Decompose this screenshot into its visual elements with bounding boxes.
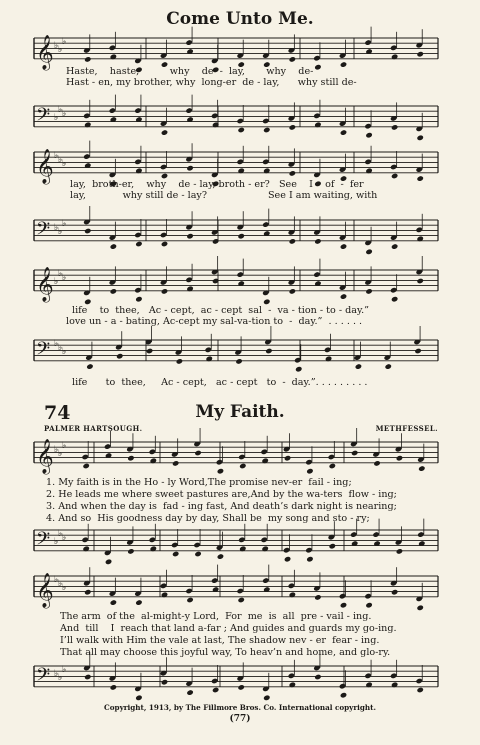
note-head bbox=[396, 455, 403, 461]
note-head bbox=[339, 683, 346, 689]
note-head bbox=[194, 551, 201, 557]
refrain-line: I’ll walk with Him the vale at last, The shadow nev - er fear - ing. bbox=[60, 635, 380, 646]
note-head bbox=[418, 465, 425, 471]
note-head bbox=[417, 687, 424, 693]
note-head bbox=[160, 164, 167, 170]
note-head bbox=[161, 129, 168, 135]
flat-icon: ♭ bbox=[58, 673, 63, 683]
note-head bbox=[82, 463, 89, 469]
note-head bbox=[134, 232, 141, 238]
note-head bbox=[127, 548, 134, 554]
lyric-line: love un - a - bating, Ac-cept my sal-va-tion to - day.” . . . . . . bbox=[66, 316, 363, 327]
flat-icon: ♭ bbox=[54, 223, 59, 233]
flat-icon: ♭ bbox=[54, 537, 59, 547]
treble-clef-icon: 𝄞 bbox=[36, 438, 54, 474]
author-credit: PALMER HARTSOUGH. bbox=[44, 424, 143, 433]
flat-icon: ♭ bbox=[54, 339, 59, 349]
note-head bbox=[217, 468, 224, 474]
note-head bbox=[84, 674, 91, 680]
note-head bbox=[84, 228, 91, 234]
lyric-line: Haste, haste, why de - lay, why de- bbox=[66, 66, 314, 77]
note-head bbox=[416, 227, 423, 233]
note-head bbox=[417, 531, 424, 537]
note-head bbox=[365, 288, 372, 294]
note-head bbox=[135, 695, 142, 701]
note-head bbox=[238, 454, 245, 460]
note-head bbox=[313, 113, 320, 119]
note-head bbox=[265, 348, 272, 354]
flat-icon: ♭ bbox=[62, 347, 67, 357]
note-head bbox=[284, 556, 291, 562]
note-head bbox=[417, 278, 424, 284]
flat-icon: ♭ bbox=[54, 113, 59, 123]
note-head bbox=[186, 597, 193, 603]
note-head bbox=[339, 593, 346, 599]
note-head bbox=[373, 460, 380, 466]
note-head bbox=[185, 39, 192, 45]
flat-icon: ♭ bbox=[58, 449, 63, 459]
composer-credit: METHFESSEL. bbox=[375, 424, 438, 433]
note-head bbox=[262, 221, 269, 227]
bass-clef-icon: 𝄢 bbox=[36, 664, 51, 690]
note-head bbox=[262, 118, 269, 124]
note-head bbox=[110, 243, 117, 249]
flat-icon: ♭ bbox=[58, 45, 63, 55]
note-head bbox=[161, 679, 168, 685]
note-head bbox=[313, 55, 320, 61]
note-head bbox=[390, 45, 397, 51]
flat-icon: ♭ bbox=[58, 105, 63, 115]
note-head bbox=[289, 288, 296, 294]
bass-clef-icon: 𝄢 bbox=[36, 528, 51, 554]
note-head bbox=[172, 460, 179, 466]
note-head bbox=[288, 583, 295, 589]
note-head bbox=[185, 107, 192, 113]
note-head bbox=[365, 602, 372, 608]
note-head bbox=[306, 556, 313, 562]
note-head bbox=[237, 118, 244, 124]
refrain-line: The arm of the al-might-y Lord, For me is all pre - vail - ing. bbox=[60, 611, 372, 622]
note-head bbox=[391, 243, 398, 249]
note-head bbox=[84, 56, 91, 62]
note-head bbox=[396, 548, 403, 554]
note-head bbox=[149, 449, 156, 455]
note-head bbox=[186, 689, 193, 695]
note-head bbox=[295, 366, 302, 372]
note-head bbox=[134, 107, 141, 113]
note-head bbox=[340, 602, 347, 608]
note-head bbox=[260, 449, 267, 455]
note-head bbox=[372, 531, 379, 537]
note-head bbox=[417, 51, 424, 57]
note-head bbox=[238, 537, 245, 543]
note-head bbox=[193, 542, 200, 548]
note-head bbox=[262, 159, 269, 165]
note-head bbox=[306, 468, 313, 474]
note-head bbox=[417, 135, 424, 141]
note-head bbox=[211, 678, 218, 684]
note-head bbox=[340, 61, 347, 67]
note-head bbox=[211, 113, 218, 119]
bass-clef-icon: 𝄢 bbox=[36, 104, 51, 130]
note-head bbox=[160, 583, 167, 589]
note-head bbox=[84, 589, 91, 595]
flat-icon: ♭ bbox=[62, 109, 67, 119]
note-head bbox=[161, 241, 168, 247]
note-head bbox=[314, 674, 321, 680]
note-head bbox=[313, 271, 320, 277]
note-head bbox=[81, 537, 88, 543]
note-head bbox=[289, 238, 296, 244]
note-head bbox=[86, 363, 93, 369]
note-head bbox=[390, 287, 397, 293]
note-head bbox=[390, 164, 397, 170]
note-head bbox=[110, 684, 117, 690]
note-head bbox=[417, 175, 424, 181]
note-head bbox=[328, 454, 335, 460]
bass-clef-icon: 𝄢 bbox=[36, 338, 51, 364]
note-head bbox=[416, 678, 423, 684]
flat-icon: ♭ bbox=[62, 533, 67, 543]
note-head bbox=[109, 45, 116, 51]
note-head bbox=[238, 127, 245, 133]
note-head bbox=[284, 455, 291, 461]
note-head bbox=[289, 56, 296, 62]
note-head bbox=[186, 233, 193, 239]
note-head bbox=[217, 553, 224, 559]
flat-icon: ♭ bbox=[62, 273, 67, 283]
note-head bbox=[110, 288, 117, 294]
note-head bbox=[365, 249, 372, 255]
note-head bbox=[340, 692, 347, 698]
note-head bbox=[149, 537, 156, 543]
note-head bbox=[385, 363, 392, 369]
flat-icon: ♭ bbox=[62, 219, 67, 229]
note-head bbox=[289, 124, 296, 130]
flat-icon: ♭ bbox=[58, 269, 63, 279]
note-head bbox=[135, 241, 142, 247]
note-head bbox=[283, 547, 290, 553]
flat-icon: ♭ bbox=[58, 343, 63, 353]
note-head bbox=[238, 684, 245, 690]
note-head bbox=[216, 459, 223, 465]
note-head bbox=[314, 594, 321, 600]
flat-icon: ♭ bbox=[62, 37, 67, 47]
note-head bbox=[351, 450, 358, 456]
note-head bbox=[364, 159, 371, 165]
note-head bbox=[314, 64, 321, 70]
lyric-line: life to thee, Ac - cept, ac - cept to - day.”. . . . . . . . . bbox=[72, 377, 368, 388]
note-head bbox=[263, 127, 270, 133]
treble-clef-icon: 𝄞 bbox=[36, 572, 54, 608]
note-head bbox=[340, 243, 347, 249]
note-head bbox=[237, 271, 244, 277]
note-head bbox=[110, 599, 117, 605]
note-head bbox=[186, 165, 193, 171]
note-head bbox=[364, 673, 371, 679]
lyric-line: life to thee, Ac - cept, ac - cept sal - va - tion - to - day.” bbox=[72, 305, 370, 316]
refrain-line: And till I reach that land a-far ; And guides and guards my go-ing. bbox=[60, 623, 397, 634]
note-head bbox=[146, 348, 153, 354]
refrain-line: That all may choose this joyful way, To heav’n and home, and glo-ry. bbox=[60, 647, 391, 658]
note-head bbox=[211, 577, 218, 583]
note-head bbox=[329, 543, 336, 549]
verse-line: 2. He leads me where sweet pastures are,And by the wa-ters flow - ing; bbox=[46, 489, 397, 500]
note-head bbox=[417, 605, 424, 611]
note-head bbox=[364, 123, 371, 129]
note-head bbox=[205, 347, 212, 353]
note-head bbox=[364, 39, 371, 45]
note-head bbox=[212, 687, 219, 693]
note-head bbox=[365, 132, 372, 138]
copyright-notice: Copyright, 1913, by The Fillmore Bros. Co. International copyright. bbox=[104, 703, 376, 712]
note-head bbox=[83, 153, 90, 159]
note-head bbox=[104, 443, 111, 449]
page-number: (77) bbox=[229, 714, 251, 724]
note-head bbox=[340, 129, 347, 135]
note-head bbox=[135, 599, 142, 605]
verse-line: 3. And when the day is fad - ing fast, And death’s dark night is nearing; bbox=[46, 501, 397, 512]
flat-icon: ♭ bbox=[58, 529, 63, 539]
verse-line: 1. My faith is in the Ho - ly Word,The promise nev-er fail - ing; bbox=[46, 477, 352, 488]
note-head bbox=[391, 296, 398, 302]
note-head bbox=[116, 353, 123, 359]
note-head bbox=[314, 238, 321, 244]
note-head bbox=[81, 454, 88, 460]
flat-icon: ♭ bbox=[58, 227, 63, 237]
note-head bbox=[237, 159, 244, 165]
note-head bbox=[176, 358, 183, 364]
flat-icon: ♭ bbox=[58, 579, 63, 589]
note-head bbox=[262, 577, 269, 583]
note-head bbox=[329, 463, 336, 469]
note-head bbox=[350, 531, 357, 537]
flat-icon: ♭ bbox=[54, 151, 59, 161]
note-head bbox=[260, 537, 267, 543]
flat-icon: ♭ bbox=[58, 155, 63, 165]
note-head bbox=[288, 673, 295, 679]
flat-icon: ♭ bbox=[62, 441, 67, 451]
note-head bbox=[161, 288, 168, 294]
note-head bbox=[340, 293, 347, 299]
note-head bbox=[263, 695, 270, 701]
flat-icon: ♭ bbox=[62, 665, 67, 675]
note-head bbox=[109, 107, 116, 113]
note-head bbox=[305, 547, 312, 553]
note-head bbox=[391, 589, 398, 595]
note-head bbox=[237, 588, 244, 594]
note-head bbox=[239, 463, 246, 469]
flat-icon: ♭ bbox=[54, 575, 59, 585]
flat-icon: ♭ bbox=[54, 445, 59, 455]
lyric-line: Hast - en, my brother, why long-er de - lay, why still de- bbox=[66, 77, 357, 88]
note-head bbox=[235, 358, 242, 364]
treble-clef-icon: 𝄞 bbox=[36, 34, 54, 70]
note-head bbox=[289, 170, 296, 176]
hymn-title: My Faith. bbox=[195, 402, 285, 422]
flat-icon: ♭ bbox=[62, 159, 67, 169]
hymn-title: Come Unto Me. bbox=[166, 9, 314, 29]
flat-icon: ♭ bbox=[54, 277, 59, 287]
note-head bbox=[83, 113, 90, 119]
note-head bbox=[391, 173, 398, 179]
note-head bbox=[160, 232, 167, 238]
hymn-number: 74 bbox=[44, 402, 71, 424]
note-head bbox=[238, 233, 245, 239]
verse-line: 4. And so His goodness day by day, Shall be my song and sto - ry; bbox=[46, 513, 370, 524]
note-head bbox=[134, 159, 141, 165]
note-head bbox=[172, 551, 179, 557]
treble-clef-icon: 𝄞 bbox=[36, 266, 54, 302]
note-head bbox=[171, 542, 178, 548]
note-head bbox=[324, 347, 331, 353]
treble-clef-icon: 𝄞 bbox=[36, 148, 54, 184]
note-head bbox=[414, 348, 421, 354]
flat-icon: ♭ bbox=[54, 669, 59, 679]
note-head bbox=[185, 277, 192, 283]
note-head bbox=[134, 287, 141, 293]
note-head bbox=[355, 363, 362, 369]
note-head bbox=[391, 124, 398, 130]
note-head bbox=[185, 588, 192, 594]
note-head bbox=[194, 450, 201, 456]
flat-icon: ♭ bbox=[62, 583, 67, 593]
note-head bbox=[238, 597, 245, 603]
lyric-line: lay, broth-er, why de - lay, broth - er? See I of - fer bbox=[70, 179, 364, 190]
lyric-line: lay, why still de - lay? See I am waiting, with bbox=[70, 190, 378, 201]
note-head bbox=[390, 673, 397, 679]
note-head bbox=[127, 455, 134, 461]
flat-icon: ♭ bbox=[54, 41, 59, 51]
bass-clef-icon: 𝄢 bbox=[36, 218, 51, 244]
note-head bbox=[105, 559, 112, 565]
note-head bbox=[364, 593, 371, 599]
note-head bbox=[305, 459, 312, 465]
note-head bbox=[135, 296, 142, 302]
